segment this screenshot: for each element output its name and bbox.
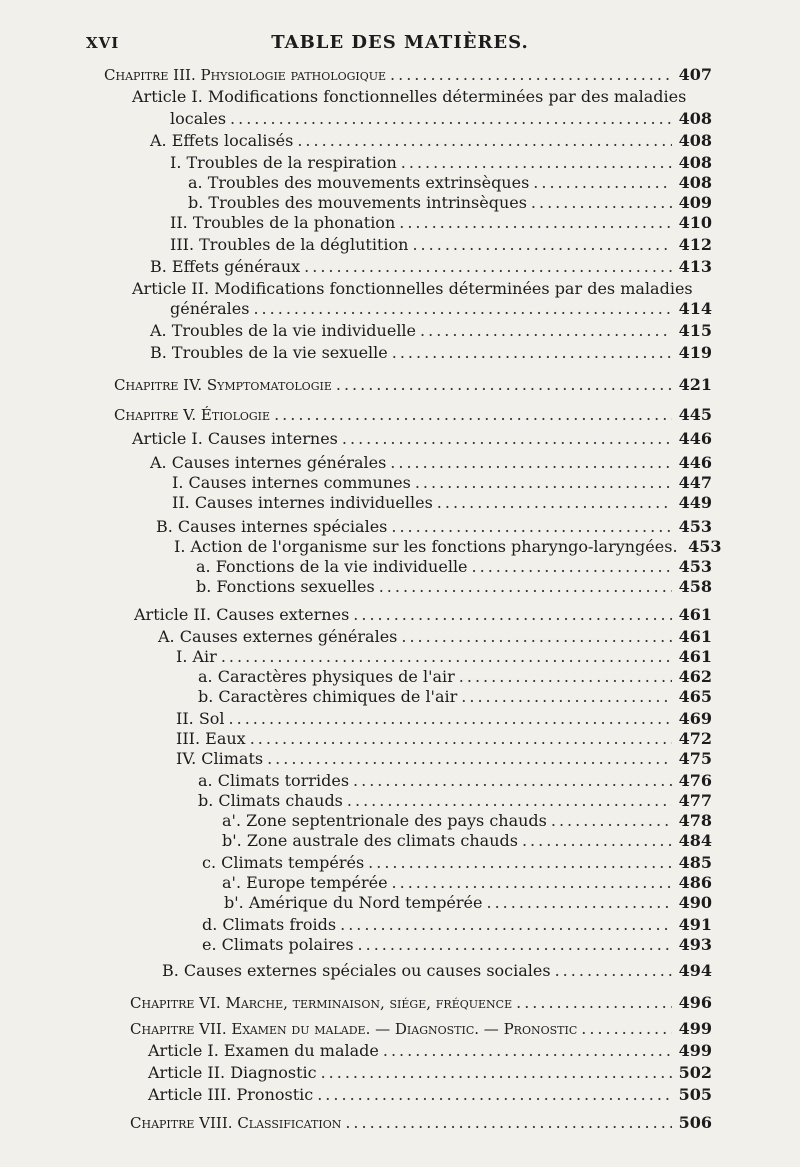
leader-dots xyxy=(358,934,672,956)
leader-dots xyxy=(555,960,672,982)
leader-dots xyxy=(230,108,672,130)
toc-entry xyxy=(150,320,712,342)
toc-entry-label: A. Effets localisés xyxy=(150,131,294,150)
toc-entry-page-number: 484 xyxy=(678,831,712,850)
toc-entry xyxy=(114,374,712,396)
toc-entry xyxy=(162,960,712,982)
toc-entry xyxy=(176,748,712,770)
toc-entry-label: Chapitre VII. Examen du malade. — Diagnostic. — Pronostic xyxy=(130,1020,578,1038)
toc-entry xyxy=(170,212,712,234)
toc-entry-page-number: 490 xyxy=(678,893,712,912)
toc-entry-page-number: 476 xyxy=(678,771,712,790)
toc-entry-page-number: 496 xyxy=(678,993,712,1012)
toc-entry-label: Article III. Pronostic xyxy=(148,1085,314,1104)
toc-entry-page-number: 408 xyxy=(678,131,712,150)
leader-dots xyxy=(472,556,672,578)
toc-entry xyxy=(114,404,712,426)
leader-dots xyxy=(304,256,672,278)
leader-dots xyxy=(353,770,672,792)
leader-dots xyxy=(379,576,672,598)
toc-entry-page-number: 505 xyxy=(678,1085,712,1104)
toc-entry-label: Article II. Diagnostic xyxy=(148,1063,317,1082)
leader-dots xyxy=(399,212,672,234)
toc-entry xyxy=(176,708,712,730)
toc-entry-page-number: 408 xyxy=(678,109,712,128)
toc-entry xyxy=(188,172,712,194)
toc-entry-page-number: 499 xyxy=(678,1019,712,1038)
toc-entry-label: II. Sol xyxy=(176,709,225,728)
leader-dots xyxy=(437,492,672,514)
toc-entry xyxy=(172,492,712,514)
toc-entry-label: générales xyxy=(170,299,250,318)
toc-entry-page-number: 499 xyxy=(678,1041,712,1060)
toc-entry-label: b. Troubles des mouvements intrinsèques xyxy=(188,193,527,212)
toc-entry-page-number: 415 xyxy=(678,321,712,340)
toc-entry xyxy=(188,192,712,214)
toc-entry-page-number: 469 xyxy=(678,709,712,728)
toc-entry-label: b'. Zone australe des climats chauds xyxy=(222,831,518,850)
toc-entry-label: A. Causes externes générales xyxy=(158,627,398,646)
leader-dots xyxy=(250,728,672,750)
toc-entry-label: IV. Climats xyxy=(176,749,264,768)
leader-dots xyxy=(317,1084,672,1106)
leader-dots xyxy=(383,1040,672,1062)
toc-entry-line: Article I. Modifications fonctionnelles déterminées par des maladies xyxy=(132,87,687,106)
leader-dots xyxy=(253,298,672,320)
toc-entry xyxy=(148,1084,712,1106)
toc-entry xyxy=(130,1112,712,1134)
toc-entry-page-number: 413 xyxy=(678,257,712,276)
toc-entry xyxy=(176,728,712,750)
toc-entry-page-number: 461 xyxy=(678,647,712,666)
toc-entry-label: Article I. Causes internes xyxy=(132,429,338,448)
page-number: XVI xyxy=(86,34,120,52)
toc-entry-page-number: 408 xyxy=(678,153,712,172)
toc-entry xyxy=(222,810,712,832)
toc-entry-label: b. Fonctions sexuelles xyxy=(196,577,375,596)
toc-entry-label: B. Causes externes spéciales ou causes sociales xyxy=(162,961,551,980)
toc-entry-label: Chapitre III. Physiologie pathologique xyxy=(104,66,387,84)
leader-dots xyxy=(221,646,672,668)
toc-entry-page-number: 462 xyxy=(678,667,712,686)
leader-dots xyxy=(391,516,672,538)
toc-entry-page-number: 475 xyxy=(678,749,712,768)
toc-entry xyxy=(170,234,712,256)
toc-entry-page-number: 412 xyxy=(678,235,712,254)
toc-entry-label: B. Troubles de la vie sexuelle xyxy=(150,343,388,362)
toc-entry xyxy=(156,516,712,538)
toc-entry xyxy=(198,666,712,688)
toc-entry-label: Article I. Examen du malade xyxy=(148,1041,379,1060)
toc-entry-page-number: 409 xyxy=(678,193,712,212)
toc-entry xyxy=(150,342,712,364)
toc-entry-label: a'. Europe tempérée xyxy=(222,873,388,892)
leader-dots xyxy=(336,374,672,396)
toc-entry xyxy=(198,790,712,812)
toc-entry-label: Chapitre VI. Marche, terminaison, siége, fréquence xyxy=(130,994,513,1012)
toc-entry xyxy=(130,1018,712,1040)
leader-dots xyxy=(345,1112,672,1134)
toc-entry-page-number: 408 xyxy=(678,173,712,192)
toc-entry-label: b'. Amérique du Nord tempérée xyxy=(224,893,483,912)
toc-entry-label: B. Causes internes spéciales xyxy=(156,517,388,536)
leader-dots xyxy=(533,172,672,194)
toc-entry-label: a'. Zone septentrionale des pays chauds xyxy=(222,811,547,830)
leader-dots xyxy=(342,428,672,450)
toc-entry xyxy=(148,1040,712,1062)
toc-entry-page-number: 461 xyxy=(678,605,712,624)
toc-entry-page-number: 447 xyxy=(678,473,712,492)
toc-entry-page-number: 458 xyxy=(678,577,712,596)
toc-entry xyxy=(172,472,712,494)
running-title: TABLE DES MATIÈRES. xyxy=(271,32,529,53)
toc-entry-page-number: 485 xyxy=(678,853,712,872)
toc-entry-page-number: 493 xyxy=(678,935,712,954)
toc-entry xyxy=(104,64,712,86)
leader-dots xyxy=(297,130,672,152)
toc-entry xyxy=(150,130,712,152)
toc-entry-label: locales xyxy=(170,109,227,128)
leader-dots xyxy=(486,892,672,914)
leader-dots xyxy=(274,404,672,426)
leader-dots xyxy=(368,852,672,874)
leader-dots xyxy=(390,452,672,474)
toc-entry xyxy=(202,914,712,936)
leader-dots xyxy=(340,914,672,936)
toc-entry-label: d. Climats froids xyxy=(202,915,337,934)
toc-entry-page-number: 446 xyxy=(678,429,712,448)
toc-entry-label: I. Troubles de la respiration xyxy=(170,153,397,172)
leader-dots xyxy=(401,152,672,174)
leader-dots xyxy=(420,320,672,342)
toc-entry-page-number: 502 xyxy=(678,1063,712,1082)
toc-entry-page-number: 486 xyxy=(678,873,712,892)
toc-entry xyxy=(198,686,712,708)
leader-dots xyxy=(321,1062,672,1084)
toc-entry-label: Chapitre IV. Symptomatologie xyxy=(114,376,332,394)
toc-entry-page-number: 453 xyxy=(678,517,712,536)
leader-dots xyxy=(412,234,672,256)
toc-entry-label: I. Action de l'organisme sur les fonctions pharyngo-laryngées. xyxy=(174,537,678,556)
leader-dots xyxy=(581,1018,672,1040)
toc-entry-label: b. Climats chauds xyxy=(198,791,343,810)
leader-dots xyxy=(551,810,672,832)
leader-dots xyxy=(267,748,672,770)
toc-entry xyxy=(222,872,712,894)
toc-entry-page-number: 494 xyxy=(678,961,712,980)
toc-entry xyxy=(150,452,712,474)
toc-entry-label: Chapitre VIII. Classification xyxy=(130,1114,342,1132)
toc-entry-label: b. Caractères chimiques de l'air xyxy=(198,687,458,706)
leader-dots xyxy=(415,472,672,494)
toc-entry-label: B. Effets généraux xyxy=(150,257,301,276)
toc-entry xyxy=(174,536,722,558)
toc-entry-page-number: 472 xyxy=(678,729,712,748)
toc-entry-page-number: 477 xyxy=(678,791,712,810)
toc-entry xyxy=(196,576,712,598)
toc-entry xyxy=(132,428,712,450)
toc-entry xyxy=(170,108,712,130)
leader-dots xyxy=(392,872,672,894)
toc-entry xyxy=(170,298,712,320)
leader-dots xyxy=(531,192,672,214)
toc-entry xyxy=(130,992,712,1014)
toc-entry-page-number: 445 xyxy=(678,405,712,424)
toc-entry-page-number: 446 xyxy=(678,453,712,472)
toc-entry-page-number: 419 xyxy=(678,343,712,362)
toc-entry-label: Chapitre V. Étiologie xyxy=(114,406,271,424)
toc-entry-label: Article II. Causes externes xyxy=(134,605,350,624)
toc-entry xyxy=(222,830,712,852)
toc-entry xyxy=(198,770,712,792)
toc-entry xyxy=(202,934,712,956)
toc-entry-label: a. Climats torrides xyxy=(198,771,350,790)
toc-entry-label: II. Troubles de la phonation xyxy=(170,213,396,232)
toc-entry xyxy=(176,646,712,668)
toc-entry-page-number: 506 xyxy=(678,1113,712,1132)
toc-entry xyxy=(158,626,712,648)
toc-entry-page-number: 414 xyxy=(678,299,712,318)
toc-entry-label: a. Troubles des mouvements extrinsèques xyxy=(188,173,530,192)
toc-entry-label: III. Eaux xyxy=(176,729,246,748)
toc-entry-label: II. Causes internes individuelles xyxy=(172,493,433,512)
toc-entry-page-number: 449 xyxy=(678,493,712,512)
toc-entry-page-number: 410 xyxy=(678,213,712,232)
toc-entry-line: Article II. Modifications fonctionnelles déterminées par des maladies xyxy=(132,279,693,298)
toc-entry xyxy=(134,604,712,626)
toc-entry-page-number: 407 xyxy=(678,65,712,84)
toc-entry-label: I. Causes internes communes xyxy=(172,473,411,492)
toc-entry-label: A. Causes internes générales xyxy=(150,453,387,472)
toc-entry xyxy=(202,852,712,874)
toc-entry xyxy=(170,152,712,174)
page-header xyxy=(0,30,800,56)
toc-entry-page-number: 478 xyxy=(678,811,712,830)
toc-entry-page-number: 453 xyxy=(688,537,722,556)
toc-entry-page-number: 421 xyxy=(678,375,712,394)
leader-dots xyxy=(516,992,672,1014)
toc-entry-label: A. Troubles de la vie individuelle xyxy=(150,321,417,340)
toc-entry-page-number: 461 xyxy=(678,627,712,646)
toc-entry-label: III. Troubles de la déglutition xyxy=(170,235,409,254)
toc-entry-page-number: 465 xyxy=(678,687,712,706)
toc-entry-page-number: 453 xyxy=(678,557,712,576)
leader-dots xyxy=(461,686,672,708)
toc-entry xyxy=(150,256,712,278)
toc-entry-page-number: 491 xyxy=(678,915,712,934)
leader-dots xyxy=(392,342,672,364)
leader-dots xyxy=(401,626,672,648)
leader-dots xyxy=(522,830,672,852)
leader-dots xyxy=(459,666,672,688)
toc-entry-label: a. Caractères physiques de l'air xyxy=(198,667,455,686)
toc-entry-label: a. Fonctions de la vie individuelle xyxy=(196,557,468,576)
leader-dots xyxy=(390,64,672,86)
toc-entry-label: c. Climats tempérés xyxy=(202,853,365,872)
leader-dots xyxy=(229,708,672,730)
toc-entry xyxy=(196,556,712,578)
toc-entry-label: I. Air xyxy=(176,647,217,666)
toc-entry xyxy=(224,892,712,914)
leader-dots xyxy=(353,604,672,626)
toc-entry-label: e. Climats polaires xyxy=(202,935,354,954)
leader-dots xyxy=(347,790,672,812)
toc-entry xyxy=(148,1062,712,1084)
